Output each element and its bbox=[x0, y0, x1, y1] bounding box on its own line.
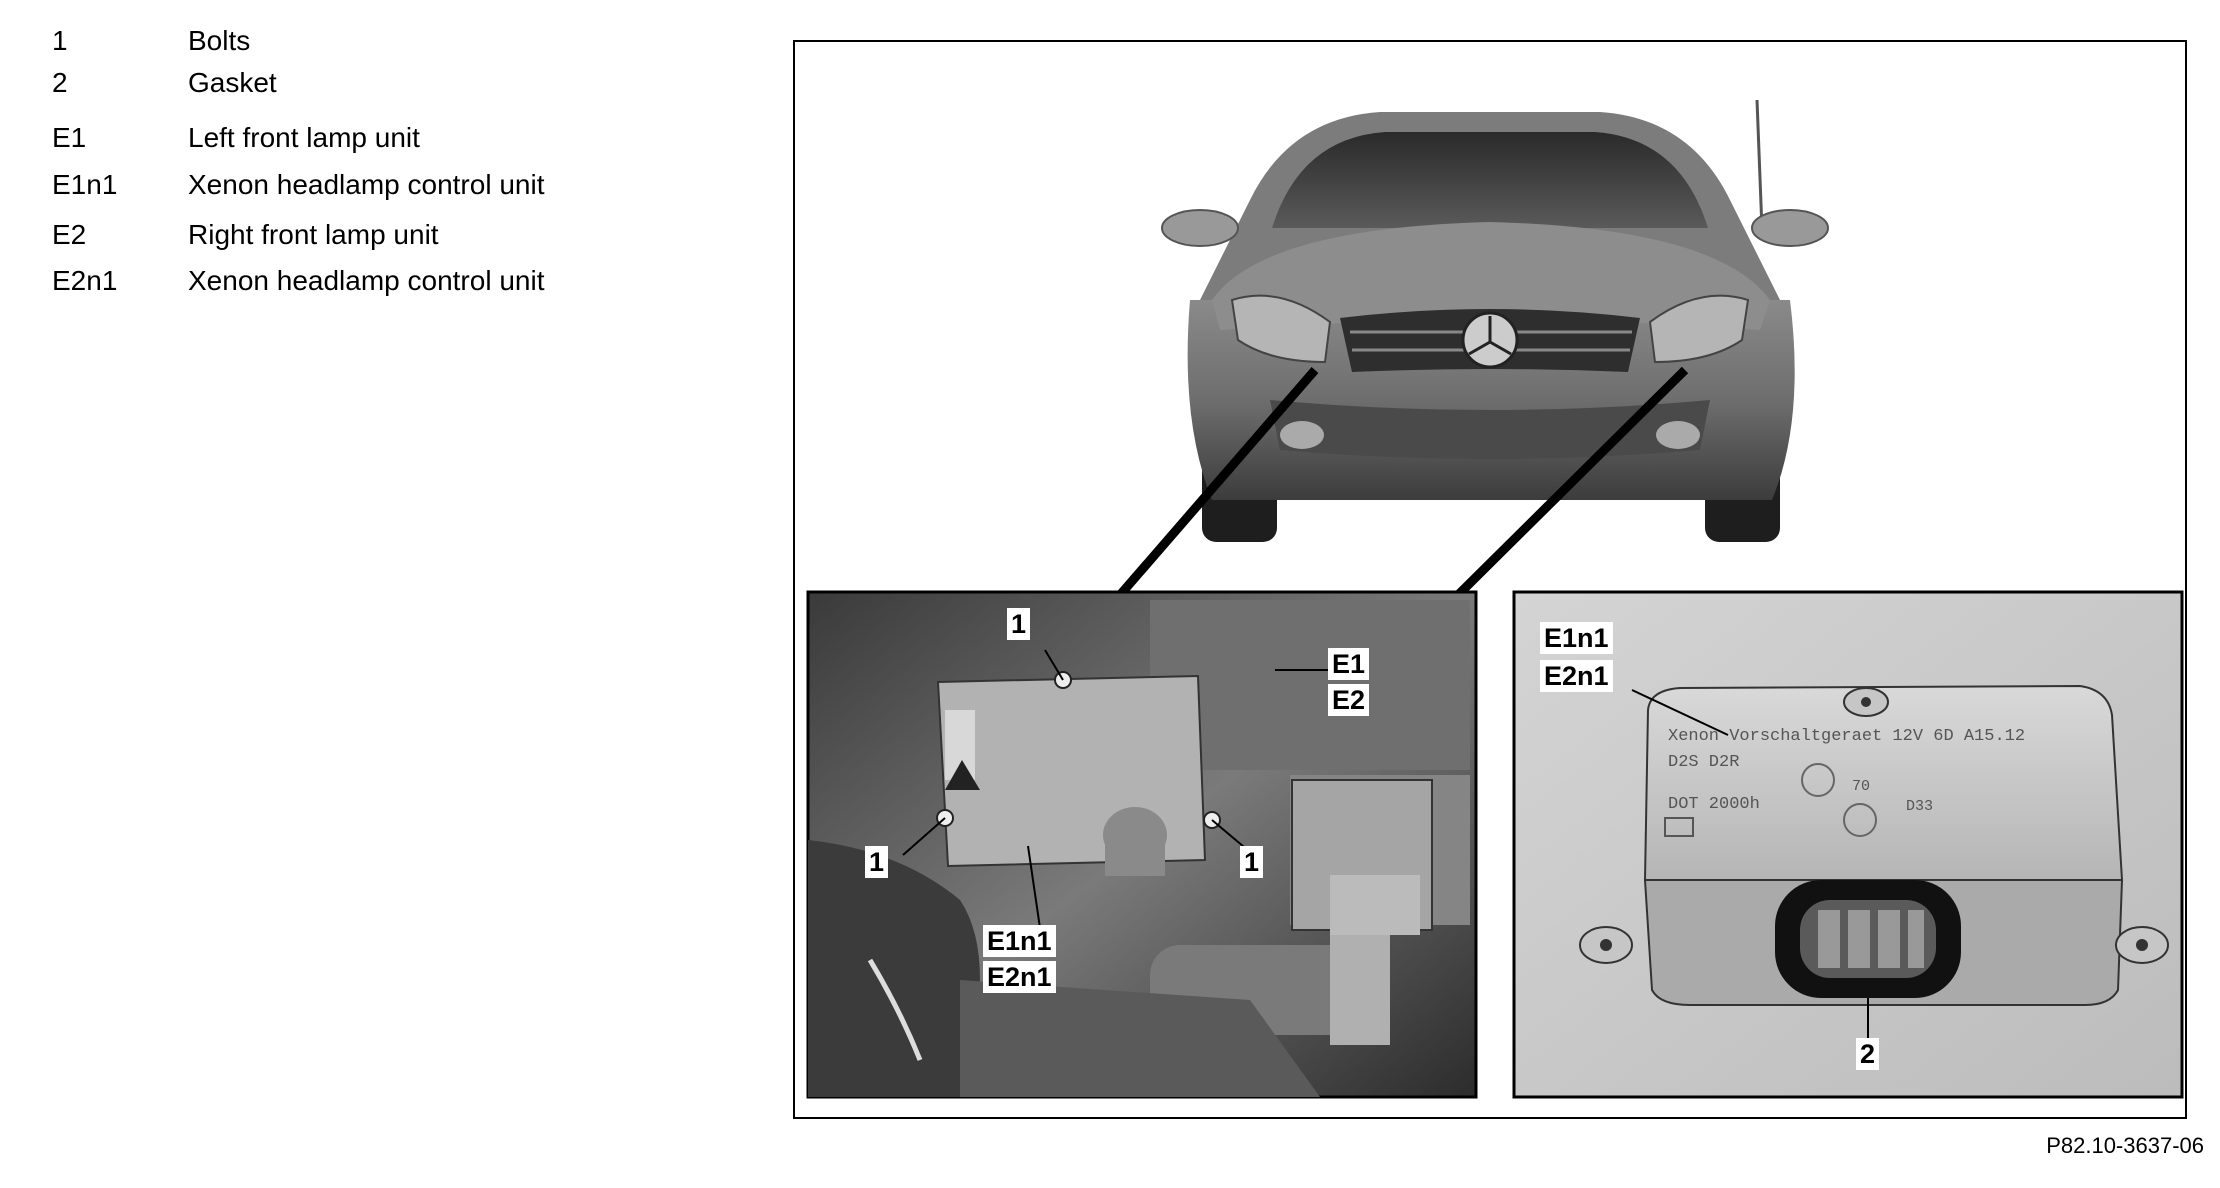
callout-e1n1-installed: E1n1 bbox=[983, 925, 1056, 957]
callout-e1: E1 bbox=[1328, 648, 1369, 680]
callout-e2: E2 bbox=[1328, 684, 1369, 716]
legend-key: E2 bbox=[52, 219, 87, 250]
legend-key: E2n1 bbox=[52, 265, 118, 296]
figure-id: P82.10-3637-06 bbox=[2046, 1133, 2204, 1158]
legend-desc: Right front lamp unit bbox=[188, 219, 439, 250]
legend-key: 2 bbox=[52, 67, 68, 98]
callout-gasket: 2 bbox=[1856, 1038, 1879, 1070]
callout-bolt-left: 1 bbox=[865, 846, 888, 878]
legend-key: E1n1 bbox=[52, 169, 118, 200]
unit-label-line1: Xenon Vorschaltgeraet 12V 6D A15.12 bbox=[1668, 727, 2026, 746]
legend-desc: Bolts bbox=[188, 25, 251, 56]
legend-desc: Gasket bbox=[188, 67, 277, 98]
unit-label-line2: D2S D2R bbox=[1668, 753, 1740, 772]
legend-desc: Left front lamp unit bbox=[188, 122, 420, 153]
callout-e1n1-closeup: E1n1 bbox=[1540, 622, 1613, 654]
legend-key: 1 bbox=[52, 25, 68, 56]
legend-desc: Xenon headlamp control unit bbox=[188, 265, 545, 296]
callout-bolt-right: 1 bbox=[1240, 846, 1263, 878]
unit-label-line5: D33 bbox=[1906, 798, 1934, 815]
car-front-view bbox=[1162, 100, 1828, 542]
legend-key: E1 bbox=[52, 122, 87, 153]
callout-e2n1-installed: E2n1 bbox=[983, 961, 1056, 993]
legend-desc: Xenon headlamp control unit bbox=[188, 169, 545, 200]
unit-label-line3: DOT 2000h bbox=[1668, 795, 1760, 814]
photo-unit-closeup bbox=[1514, 592, 2182, 1097]
callout-e2n1-closeup: E2n1 bbox=[1540, 660, 1613, 692]
callout-bolt-top: 1 bbox=[1007, 608, 1030, 640]
photo-installed-view bbox=[808, 592, 1476, 1097]
unit-label-line4: 70 bbox=[1852, 778, 1871, 795]
